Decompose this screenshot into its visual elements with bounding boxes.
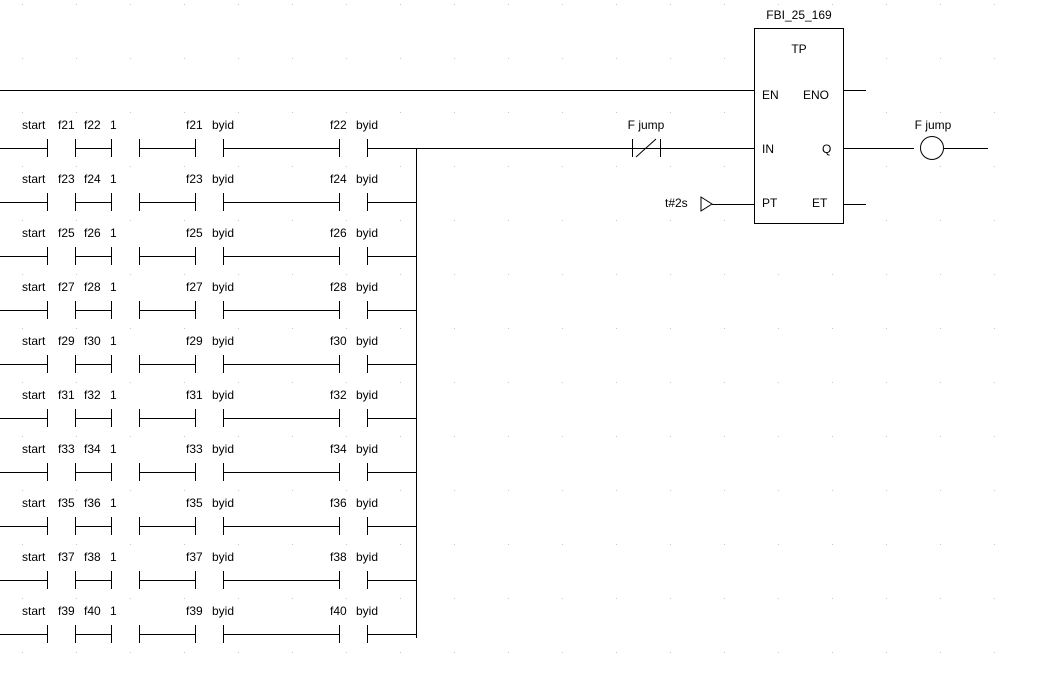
rung-label: byid <box>212 550 235 564</box>
wire-q-out <box>844 148 914 149</box>
rung-label: f30 <box>84 334 101 348</box>
rung-label: byid <box>356 226 379 240</box>
contact-bar[interactable] <box>223 247 224 265</box>
contact-bar[interactable] <box>139 193 140 211</box>
rung-label: 1 <box>110 172 117 186</box>
contact-bar[interactable] <box>75 571 76 589</box>
rung-label: f21 <box>186 118 203 132</box>
pt-value-label: t#2s <box>665 196 688 210</box>
contact-bar[interactable] <box>223 463 224 481</box>
contact-bar[interactable] <box>47 301 48 319</box>
wire-eno-out <box>844 90 866 91</box>
rung-label: 1 <box>110 442 117 456</box>
rung-label: f39 <box>58 604 75 618</box>
rung-label: byid <box>212 334 235 348</box>
contact-bar[interactable] <box>195 409 196 427</box>
contact-bar[interactable] <box>47 571 48 589</box>
rung-label: byid <box>356 334 379 348</box>
contact-bar[interactable] <box>75 625 76 643</box>
contact-bar[interactable] <box>339 247 340 265</box>
contact-bar[interactable] <box>111 355 112 373</box>
rung-label: start <box>22 496 46 510</box>
contact-bar[interactable] <box>367 571 368 589</box>
rung-label: f36 <box>330 496 347 510</box>
fb-pin-in: IN <box>762 142 774 156</box>
rung-label: 1 <box>110 334 117 348</box>
function-block-type-name: TP <box>791 42 807 56</box>
rung-label: f24 <box>330 172 347 186</box>
contact-bar[interactable] <box>75 301 76 319</box>
rung-label: f31 <box>186 388 203 402</box>
contact-bar[interactable] <box>195 193 196 211</box>
rung-label: start <box>22 226 46 240</box>
contact-bar[interactable] <box>111 247 112 265</box>
rung-label: byid <box>212 604 235 618</box>
fb-pin-en: EN <box>762 88 779 102</box>
rung-label: 1 <box>110 496 117 510</box>
rung-label: byid <box>212 118 235 132</box>
rung-label: start <box>22 172 46 186</box>
contact-bar[interactable] <box>223 517 224 535</box>
rung-label: f34 <box>84 442 101 456</box>
contact-bar[interactable] <box>111 625 112 643</box>
rung-label: start <box>22 388 46 402</box>
contact-bar[interactable] <box>223 139 224 157</box>
rung-label: byid <box>212 172 235 186</box>
rung-label: byid <box>356 118 379 132</box>
fb-pin-et: ET <box>812 196 828 210</box>
contact-bar[interactable] <box>223 355 224 373</box>
rung-label: 1 <box>110 118 117 132</box>
rung-label: byid <box>356 280 379 294</box>
contact-bar[interactable] <box>111 517 112 535</box>
contact-bar[interactable] <box>139 355 140 373</box>
rung-label: f38 <box>330 550 347 564</box>
fb-pin-eno: ENO <box>803 88 830 102</box>
contact-bar[interactable] <box>339 301 340 319</box>
contact-bar[interactable] <box>195 571 196 589</box>
rung-label: 1 <box>110 388 117 402</box>
contact-bar[interactable] <box>139 301 140 319</box>
contact-bar[interactable] <box>139 625 140 643</box>
rung-label: byid <box>356 604 379 618</box>
rung-label: f32 <box>330 388 347 402</box>
wire-pt-in <box>712 204 754 205</box>
contact-bar[interactable] <box>367 301 368 319</box>
rung-label: byid <box>356 388 379 402</box>
rung-label: f26 <box>330 226 347 240</box>
contact-bar[interactable] <box>47 625 48 643</box>
contact-bar[interactable] <box>195 139 196 157</box>
contact-bar[interactable] <box>111 139 112 157</box>
rung-label: f32 <box>84 388 101 402</box>
contact-bar[interactable] <box>223 409 224 427</box>
rung-label: f21 <box>58 118 75 132</box>
rung-label: start <box>22 280 46 294</box>
contact-bar[interactable] <box>339 517 340 535</box>
rung-label: start <box>22 118 46 132</box>
contact-bar[interactable] <box>367 193 368 211</box>
contact-bar[interactable] <box>139 463 140 481</box>
contact-bar[interactable] <box>223 625 224 643</box>
nc-contact-label: F jump <box>627 118 665 132</box>
contact-bar[interactable] <box>47 139 48 157</box>
rung-label: byid <box>356 550 379 564</box>
rung-label: f27 <box>58 280 75 294</box>
contact-bar[interactable] <box>367 625 368 643</box>
rung-label: f25 <box>58 226 75 240</box>
contact-bar[interactable] <box>195 625 196 643</box>
rung-label: byid <box>356 496 379 510</box>
contact-bar[interactable] <box>195 517 196 535</box>
rung-label: byid <box>212 496 235 510</box>
contact-bar[interactable] <box>139 517 140 535</box>
fb-pin-q: Q <box>822 142 832 156</box>
fb-pin-pt: PT <box>762 196 778 210</box>
contact-bar[interactable] <box>339 463 340 481</box>
rung-label: byid <box>356 442 379 456</box>
wire-et-out <box>844 204 866 205</box>
contact-bar[interactable] <box>195 463 196 481</box>
contact-bar[interactable] <box>75 409 76 427</box>
rung-label: f24 <box>84 172 101 186</box>
rung-label: f37 <box>58 550 75 564</box>
rung-label: f36 <box>84 496 101 510</box>
rung-label: f35 <box>186 496 203 510</box>
rung-label: 1 <box>110 604 117 618</box>
contact-bar[interactable] <box>223 193 224 211</box>
contact-bar[interactable] <box>367 355 368 373</box>
contact-bar[interactable] <box>223 301 224 319</box>
contact-bar[interactable] <box>75 193 76 211</box>
rung-label: byid <box>212 442 235 456</box>
contact-bar[interactable] <box>47 247 48 265</box>
rung-label: f40 <box>330 604 347 618</box>
rung-label: 1 <box>110 280 117 294</box>
contact-bar[interactable] <box>111 193 112 211</box>
rung-label: start <box>22 604 46 618</box>
function-block-instance-name: FBI_25_169 <box>766 8 832 22</box>
contact-bar[interactable] <box>367 247 368 265</box>
rung-label: f39 <box>186 604 203 618</box>
rung-label: f34 <box>330 442 347 456</box>
rung-label: f22 <box>330 118 347 132</box>
contact-bar[interactable] <box>47 463 48 481</box>
contact-bar[interactable] <box>139 571 140 589</box>
rung-label: 1 <box>110 226 117 240</box>
contact-bar[interactable] <box>47 193 48 211</box>
rung-label: f28 <box>84 280 101 294</box>
rung-label: f27 <box>186 280 203 294</box>
rung-label: byid <box>212 280 235 294</box>
output-coil[interactable] <box>920 136 944 160</box>
rail-to-en <box>0 90 755 91</box>
rung-label: f29 <box>58 334 75 348</box>
rung-label: f40 <box>84 604 101 618</box>
contact-bar[interactable] <box>75 139 76 157</box>
rung-label: 1 <box>110 550 117 564</box>
contact-bar[interactable] <box>339 193 340 211</box>
nc-contact-slash-icon <box>632 137 662 159</box>
contact-bar[interactable] <box>339 355 340 373</box>
contact-bar[interactable] <box>75 517 76 535</box>
contact-bar[interactable] <box>111 571 112 589</box>
rung-label: byid <box>356 172 379 186</box>
contact-bar[interactable] <box>367 463 368 481</box>
contact-bar[interactable] <box>195 355 196 373</box>
rung-label: f33 <box>186 442 203 456</box>
contact-bar[interactable] <box>75 463 76 481</box>
wire-branch-to-in <box>416 148 754 149</box>
contact-bar[interactable] <box>139 247 140 265</box>
contact-bar[interactable] <box>75 355 76 373</box>
function-block-tp[interactable] <box>754 28 844 224</box>
rung-label: f26 <box>84 226 101 240</box>
contact-bar[interactable] <box>339 571 340 589</box>
rung-label: f25 <box>186 226 203 240</box>
rung-label: byid <box>212 226 235 240</box>
contact-bar[interactable] <box>47 409 48 427</box>
rung-label: f33 <box>58 442 75 456</box>
contact-bar[interactable] <box>139 139 140 157</box>
branch-bus-vertical <box>416 148 417 638</box>
contact-bar[interactable] <box>223 571 224 589</box>
rung-label: f30 <box>330 334 347 348</box>
rung-label: byid <box>212 388 235 402</box>
contact-bar[interactable] <box>367 409 368 427</box>
wire-coil-right <box>944 148 988 149</box>
pt-input-arrow-icon <box>700 196 714 212</box>
contact-bar[interactable] <box>139 409 140 427</box>
contact-bar[interactable] <box>47 355 48 373</box>
rung-label: f37 <box>186 550 203 564</box>
contact-bar[interactable] <box>111 463 112 481</box>
contact-bar[interactable] <box>195 301 196 319</box>
contact-bar[interactable] <box>195 247 196 265</box>
rung-label: start <box>22 334 46 348</box>
rung-label: f22 <box>84 118 101 132</box>
contact-bar[interactable] <box>75 247 76 265</box>
contact-bar[interactable] <box>47 517 48 535</box>
rung-label: start <box>22 550 46 564</box>
contact-bar[interactable] <box>339 625 340 643</box>
contact-bar[interactable] <box>111 301 112 319</box>
contact-bar[interactable] <box>111 409 112 427</box>
coil-label: F jump <box>914 118 952 132</box>
rung-label: f23 <box>186 172 203 186</box>
contact-bar[interactable] <box>367 517 368 535</box>
rung-label: f38 <box>84 550 101 564</box>
rung-label: f23 <box>58 172 75 186</box>
contact-bar[interactable] <box>339 139 340 157</box>
contact-bar[interactable] <box>339 409 340 427</box>
rung-label: f35 <box>58 496 75 510</box>
rung-label: f29 <box>186 334 203 348</box>
rung-label: f28 <box>330 280 347 294</box>
rung-label: start <box>22 442 46 456</box>
contact-bar[interactable] <box>367 139 368 157</box>
rung-label: f31 <box>58 388 75 402</box>
